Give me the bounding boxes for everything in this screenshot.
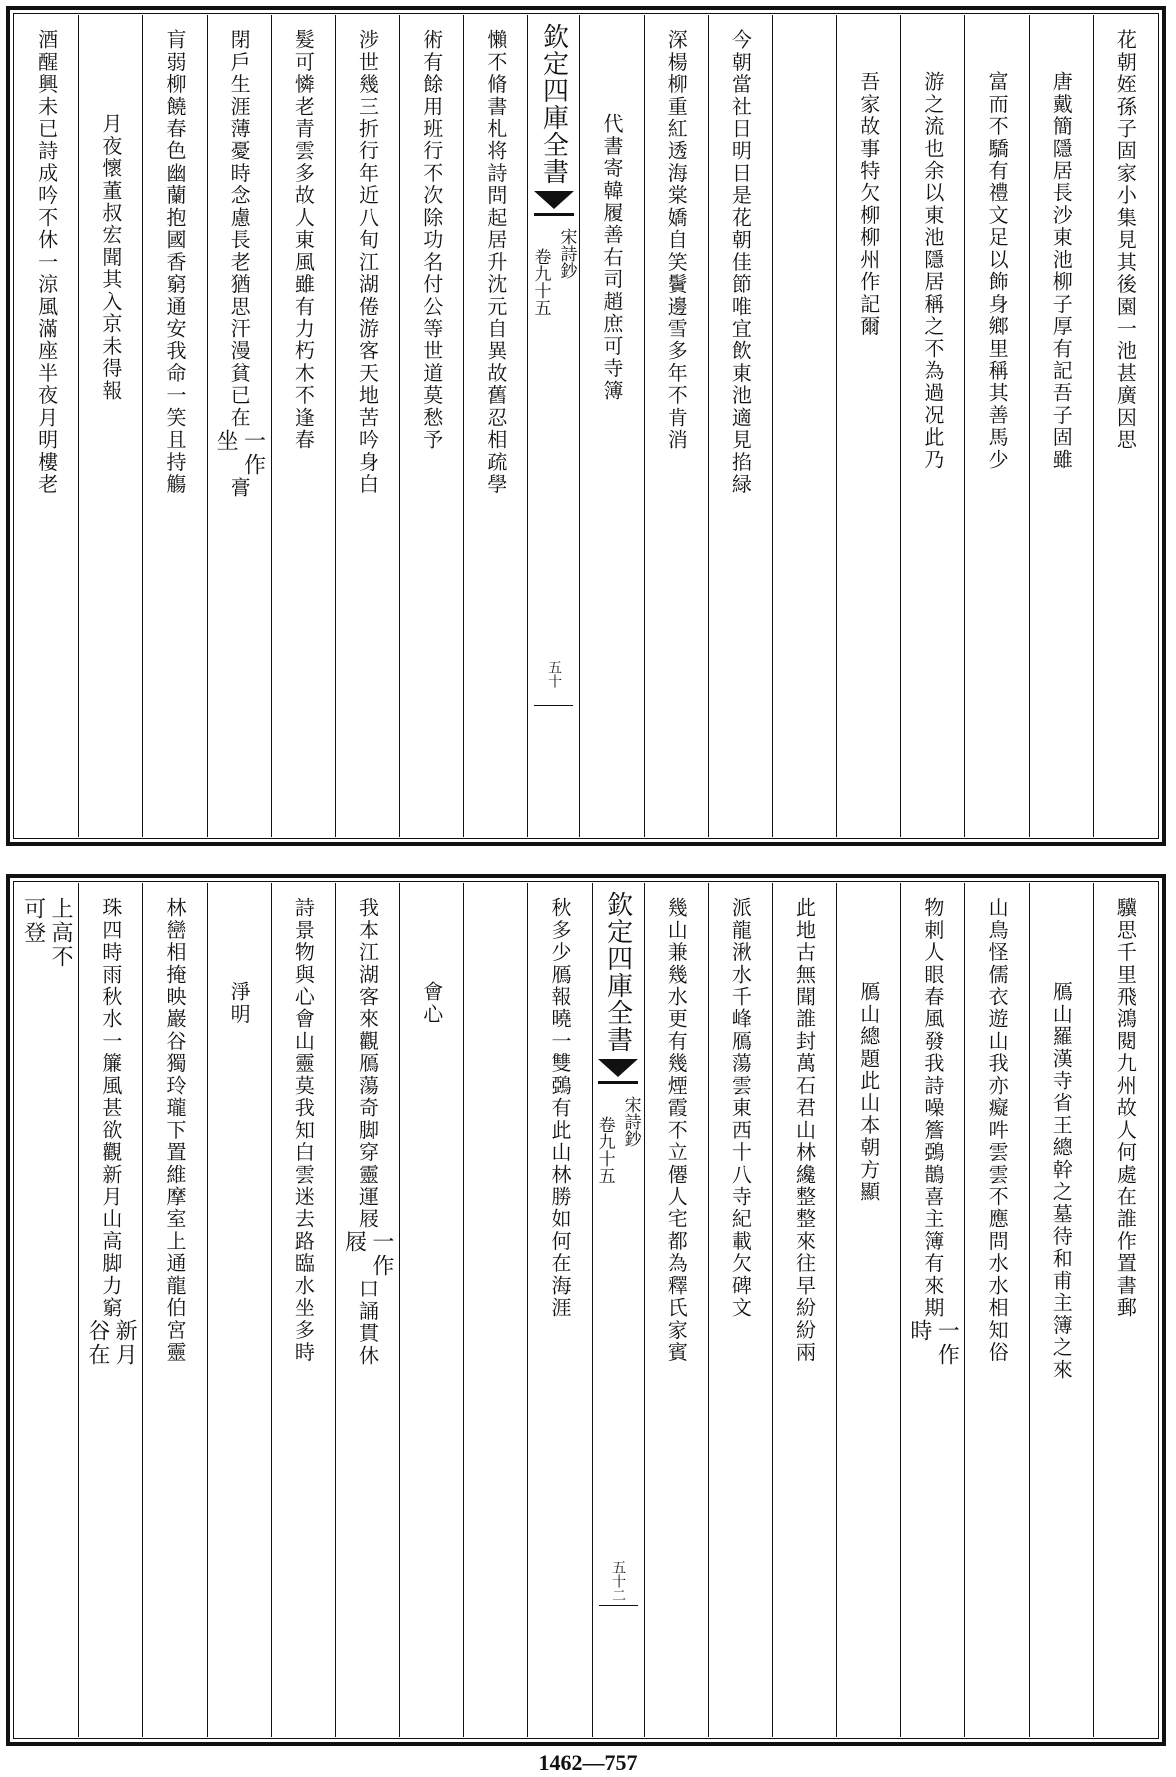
column-content — [165, 897, 185, 1737]
text-column — [399, 15, 463, 837]
note-left: 坐 — [213, 429, 239, 453]
interlinear-note — [213, 429, 266, 477]
volume-number: 卷九十五 — [530, 248, 551, 316]
column-text: 今朝當社日明日是花朝佳節唯宜飲東池適見掐緑 — [728, 29, 753, 496]
column-text: 肓弱柳饒春色幽蘭抱國香窮通安我命一笑且持觴 — [163, 29, 187, 496]
fish-tail-bar — [534, 213, 574, 216]
column-content — [419, 897, 444, 1737]
text-column — [527, 883, 591, 1737]
column-text: 游之流也余以東池隱居稱之不為過况此乃 — [920, 71, 945, 471]
column-text: 髮可憐老青雲多故人東風雖有力朽木不逢春 — [291, 29, 316, 452]
column-content — [1113, 29, 1138, 837]
note-left: 可登 — [20, 897, 46, 945]
text-column — [1093, 15, 1157, 837]
text-column — [335, 883, 399, 1737]
column-content — [792, 897, 817, 1737]
volume-label — [528, 228, 579, 316]
text-column — [463, 15, 527, 837]
column-content — [355, 29, 380, 837]
column-content — [20, 897, 73, 1737]
column-content — [483, 29, 508, 837]
column-text: 涉世幾三折行年近八旬江湖倦游客天地苦吟身白 — [355, 29, 380, 496]
column-text: 山鳥怪儒衣遊山我亦癡吽雲雲不應問水水相知俗 — [985, 897, 1010, 1364]
column-text: 我本江湖客來觀鴈蕩奇脚穿靈運屐 — [355, 897, 380, 1231]
column-text: 吾家故事特欠柳柳州作記爾 — [856, 71, 881, 338]
column-content — [920, 29, 945, 837]
column-text: 詩景物與心會山靈莫我知白雲迷去路臨水坐多時 — [291, 897, 316, 1364]
text-column — [142, 883, 206, 1737]
note-right: 一作 — [934, 1319, 960, 1368]
text-column — [78, 883, 142, 1737]
column-content — [600, 29, 625, 837]
column-content — [98, 29, 123, 837]
column-content — [907, 897, 960, 1737]
text-column — [708, 15, 772, 837]
book-title: 欽定四庫全書 — [602, 891, 633, 1053]
column-content — [1049, 29, 1074, 837]
column-content — [985, 29, 1010, 837]
gutter-rule — [534, 705, 573, 706]
column-text: 秋多少鴈報曉一雙鵶有此山林勝如何在海涯 — [548, 897, 573, 1320]
column-text-continued: 膏 — [227, 477, 252, 500]
text-column — [399, 883, 463, 1737]
text-column — [15, 15, 78, 837]
volume-label — [593, 1096, 644, 1184]
column-content — [85, 897, 138, 1737]
lower-page — [6, 874, 1166, 1746]
text-column — [836, 15, 900, 837]
column-text: 月夜懷董叔宏聞其入京未得報 — [98, 113, 123, 402]
text-column — [772, 883, 836, 1737]
column-text: 深楊柳重紅透海棠嬌自笑鬢邊雪多年不肯消 — [664, 29, 689, 452]
text-column — [579, 15, 643, 837]
center-gutter — [592, 883, 644, 1737]
lower-page-columns — [15, 883, 1157, 1737]
text-column — [772, 15, 836, 837]
column-content — [664, 29, 689, 837]
text-column — [964, 15, 1028, 837]
text-column — [900, 15, 964, 837]
page-footer-number: 1462—757 — [538, 1750, 638, 1775]
note-left: 屐 — [341, 1230, 367, 1255]
upper-page — [6, 6, 1166, 846]
column-text: 此地古無聞誰封萬石君山林纔整整來往早紛紛兩 — [792, 897, 817, 1364]
fish-tail-mark-icon — [534, 191, 574, 209]
column-text: 唐戴簡隱居長沙東池柳子厚有記吾子固雖 — [1049, 71, 1074, 471]
text-column — [463, 883, 527, 1737]
column-text-continued: 口誦貫休 — [355, 1278, 380, 1368]
column-text: 幾山兼幾水更有幾煙霞不立僊人宅都為釋氏家賓 — [664, 897, 689, 1364]
text-column — [836, 883, 900, 1737]
column-content — [291, 29, 316, 837]
center-gutter — [527, 15, 579, 837]
text-column — [644, 15, 708, 837]
text-column — [142, 15, 206, 837]
column-text: 富而不驕有禮文足以飾身鄉里稱其善馬少 — [985, 71, 1010, 471]
column-text: 驥思千里飛鴻閱九州故人何處在誰作置書郵 — [1113, 897, 1138, 1320]
text-column — [964, 883, 1028, 1737]
column-text: 酒醒興未已詩成吟不休一涼風滿座半夜月明樓老 — [34, 29, 59, 496]
column-text: 鴈山羅漢寺省王總幹之墓待和甫主簿之來 — [1049, 981, 1074, 1381]
column-text: 術有餘用班行不次除功名付公等世道莫愁予 — [419, 29, 444, 452]
column-text: 代書寄韓履善右司趙庶可寺簿 — [600, 113, 625, 402]
interlinear-note — [85, 1319, 138, 1367]
text-column — [15, 883, 78, 1737]
column-text: 林巒相掩映巖谷獨玲瓏下置維摩室上通龍伯宮靈 — [163, 897, 187, 1364]
interlinear-note — [20, 897, 73, 969]
text-column — [1093, 883, 1157, 1737]
column-content — [856, 29, 881, 837]
note-right: 一作 — [240, 429, 266, 477]
column-content — [341, 897, 394, 1737]
note-right: 上高不 — [47, 897, 73, 969]
column-content — [1113, 897, 1138, 1737]
column-text: 閉戶生涯薄憂時念慮長老猶思汗漫貧已在 — [227, 29, 252, 429]
note-right: 新月 — [112, 1319, 138, 1368]
column-text: 懶不脩書札将詩問起居升沈元自異故舊忍相疏學 — [483, 29, 508, 496]
collection-name: 宋詩鈔 — [556, 228, 577, 279]
column-content — [728, 29, 753, 837]
fish-tail-bar — [598, 1081, 638, 1084]
interlinear-note — [341, 1230, 394, 1278]
column-content — [213, 29, 266, 837]
note-left: 時 — [906, 1319, 932, 1344]
column-content — [165, 29, 185, 837]
note-right: 一作 — [368, 1230, 394, 1279]
note-left: 谷在 — [84, 1319, 110, 1368]
text-column — [1029, 883, 1093, 1737]
column-text: 派龍湫水千峰鴈蕩雲東西十八寺紀載欠碑文 — [728, 897, 753, 1320]
text-column — [207, 15, 271, 837]
text-column — [271, 15, 335, 837]
leaf-number: 五十二 — [610, 1560, 627, 1602]
collection-name: 宋詩鈔 — [620, 1096, 641, 1147]
text-column — [78, 15, 142, 837]
text-column — [335, 15, 399, 837]
column-content — [548, 897, 573, 1737]
text-column — [1029, 15, 1093, 837]
text-column — [900, 883, 964, 1737]
column-text: 物刺人眼春風發我詩噪簷鵶鵲喜主簿有來期 — [920, 897, 945, 1320]
column-content — [1049, 897, 1074, 1737]
column-content — [227, 897, 252, 1737]
fish-tail-mark-icon — [598, 1059, 638, 1077]
column-content — [34, 29, 59, 837]
column-content — [664, 897, 689, 1737]
column-content — [728, 897, 753, 1737]
column-content — [985, 897, 1010, 1737]
text-column — [644, 883, 708, 1737]
book-title: 欽定四庫全書 — [538, 23, 569, 185]
column-content — [856, 897, 881, 1737]
text-column — [207, 883, 271, 1737]
column-text: 珠四時雨秋水一簾風甚欲觀新月山高脚力窮 — [98, 897, 123, 1320]
column-text: 鴈山總題此山本朝方顯 — [856, 981, 881, 1204]
text-column — [708, 883, 772, 1737]
column-content — [291, 897, 316, 1737]
column-text: 淨明 — [227, 981, 252, 1026]
text-column — [271, 883, 335, 1737]
volume-number: 卷九十五 — [594, 1116, 615, 1184]
column-content — [419, 29, 444, 837]
interlinear-note — [907, 1319, 960, 1367]
upper-page-columns — [15, 15, 1157, 837]
leaf-number: 五十 — [545, 660, 562, 688]
gutter-rule — [599, 1605, 638, 1606]
column-text: 花朝姪孫子固家小集見其後園一池甚廣因思 — [1113, 29, 1138, 452]
column-text: 會心 — [419, 981, 444, 1026]
